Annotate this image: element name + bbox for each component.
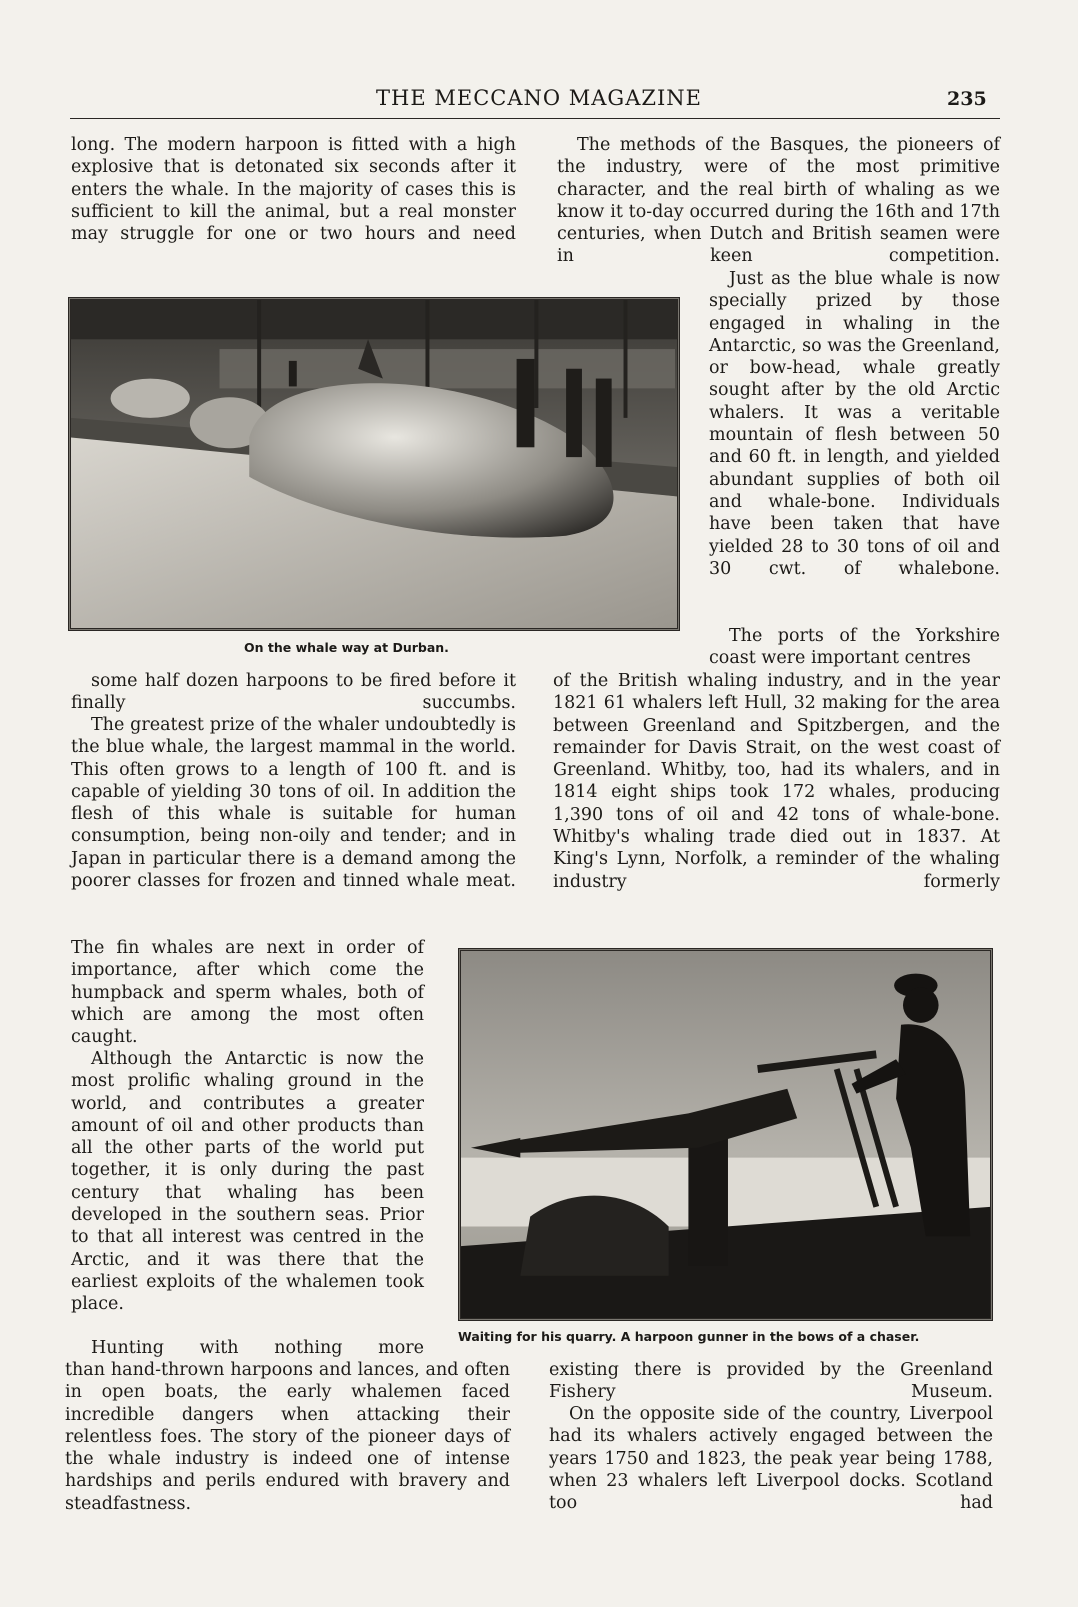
caption-whale-way: On the whale way at Durban. [244, 640, 449, 655]
paragraph-basques: The methods of the Basques, the pioneers of the industry, were of the most primitive character, and the real birth of whaling as we know it to-day occurred during the 16th and 17th centuries, when Dutch and British seamen were in keen competition. [557, 135, 1000, 267]
paragraph-greenland-whale: Just as the blue whale is now specially prized by those engaged in whaling in the Antarctic, so was the Greenland, or bow-head, whale greatly sought after by the old Arctic whalers. It was a veritable mountain of flesh between 50 and 60 ft. in length, and yielded abundant supplies of both oil and whale-bone. Individuals have been taken that have yielded 28 to 30 tons of oil and 30 cwt. of whalebone. [709, 269, 1000, 579]
paragraph-succumbs: some half dozen harpoons to be fired before it finally succumbs. [71, 671, 516, 714]
paragraph-yorkshire: of the British whaling industry, and in the year 1821 61 whalers left Hull, 32 making for the area between Greenland and Spitzbergen, and the remainder for Davis Strait, on the west coast of Greenland. Whitby, too, had its whalers, and in 1814 eight ships took 172 whales, producing 1,390 tons of oil and 42 tons of whale-bone. Whitby's whaling trade died out in 1837. At King's Lynn, Norfolk, a reminder of the whaling industry formerly [553, 671, 1000, 892]
paragraph-yorkshire-start: The ports of the Yorkshire coast were important centres [709, 626, 1000, 669]
paragraph-greenland-fishery: existing there is provided by the Greenland Fishery Museum. [549, 1360, 993, 1403]
harpoon-gunner-illustration [461, 951, 990, 1318]
whale-slipway-illustration [71, 300, 677, 628]
header-rule [70, 118, 1000, 119]
paragraph-hunting-start: Hunting with nothing more [91, 1338, 424, 1358]
paragraph-antarctic: Although the Antarctic is now the most prolific whaling ground in the world, and contributes a greater amount of oil and other products than all the other parts of the world put together, it is only during the past century that whaling has been developed in the southern seas. Prior to that all interest was centred in the Arctic, and it was there that the earliest exploits of the whalemen took place. [71, 1049, 424, 1315]
page-number: 235 [947, 88, 987, 110]
caption-harpoon-gunner: Waiting for his quarry. A harpoon gunner in the bows of a chaser. [458, 1329, 920, 1344]
paragraph-liverpool: On the opposite side of the country, Liverpool had its whalers actively engaged between the years 1750 and 1823, the peak year being 1788, when 23 whalers left Liverpool docks. Scotland too had [549, 1404, 993, 1514]
paragraph-hunting: than hand-thrown harpoons and lances, and often in open boats, the early whalemen faced incredible dangers when attacking their relentless foes. The story of the pioneer days of the whale industry is indeed one of intense hardships and perils endured with bravery and steadfastness. [65, 1360, 510, 1514]
photo-harpoon-gunner [458, 948, 993, 1321]
photo-whale-way [68, 297, 680, 631]
paragraph-blue-whale: The greatest prize of the whaler undoubtedly is the blue whale, the largest mammal in the world. This often grows to a length of 100 ft. and is capable of yielding 30 tons of oil. In addition the flesh of this whale is suitable for human consumption, being non-oily and tender; and in Japan in particular there is a demand among the poorer classes for frozen and tinned whale meat. [71, 715, 516, 892]
magazine-title: THE MECCANO MAGAZINE [376, 86, 702, 110]
paragraph-harpoon-intro: long. The modern harpoon is fitted with a high explosive that is detonated six seconds after it enters the whale. In the majority of cases this is sufficient to kill the animal, but a real monster may struggle for one or two hours and need [71, 135, 516, 245]
paragraph-fin-whales: The fin whales are next in order of importance, after which come the humpback and sperm whales, both of which are among the most often caught. [71, 938, 424, 1048]
